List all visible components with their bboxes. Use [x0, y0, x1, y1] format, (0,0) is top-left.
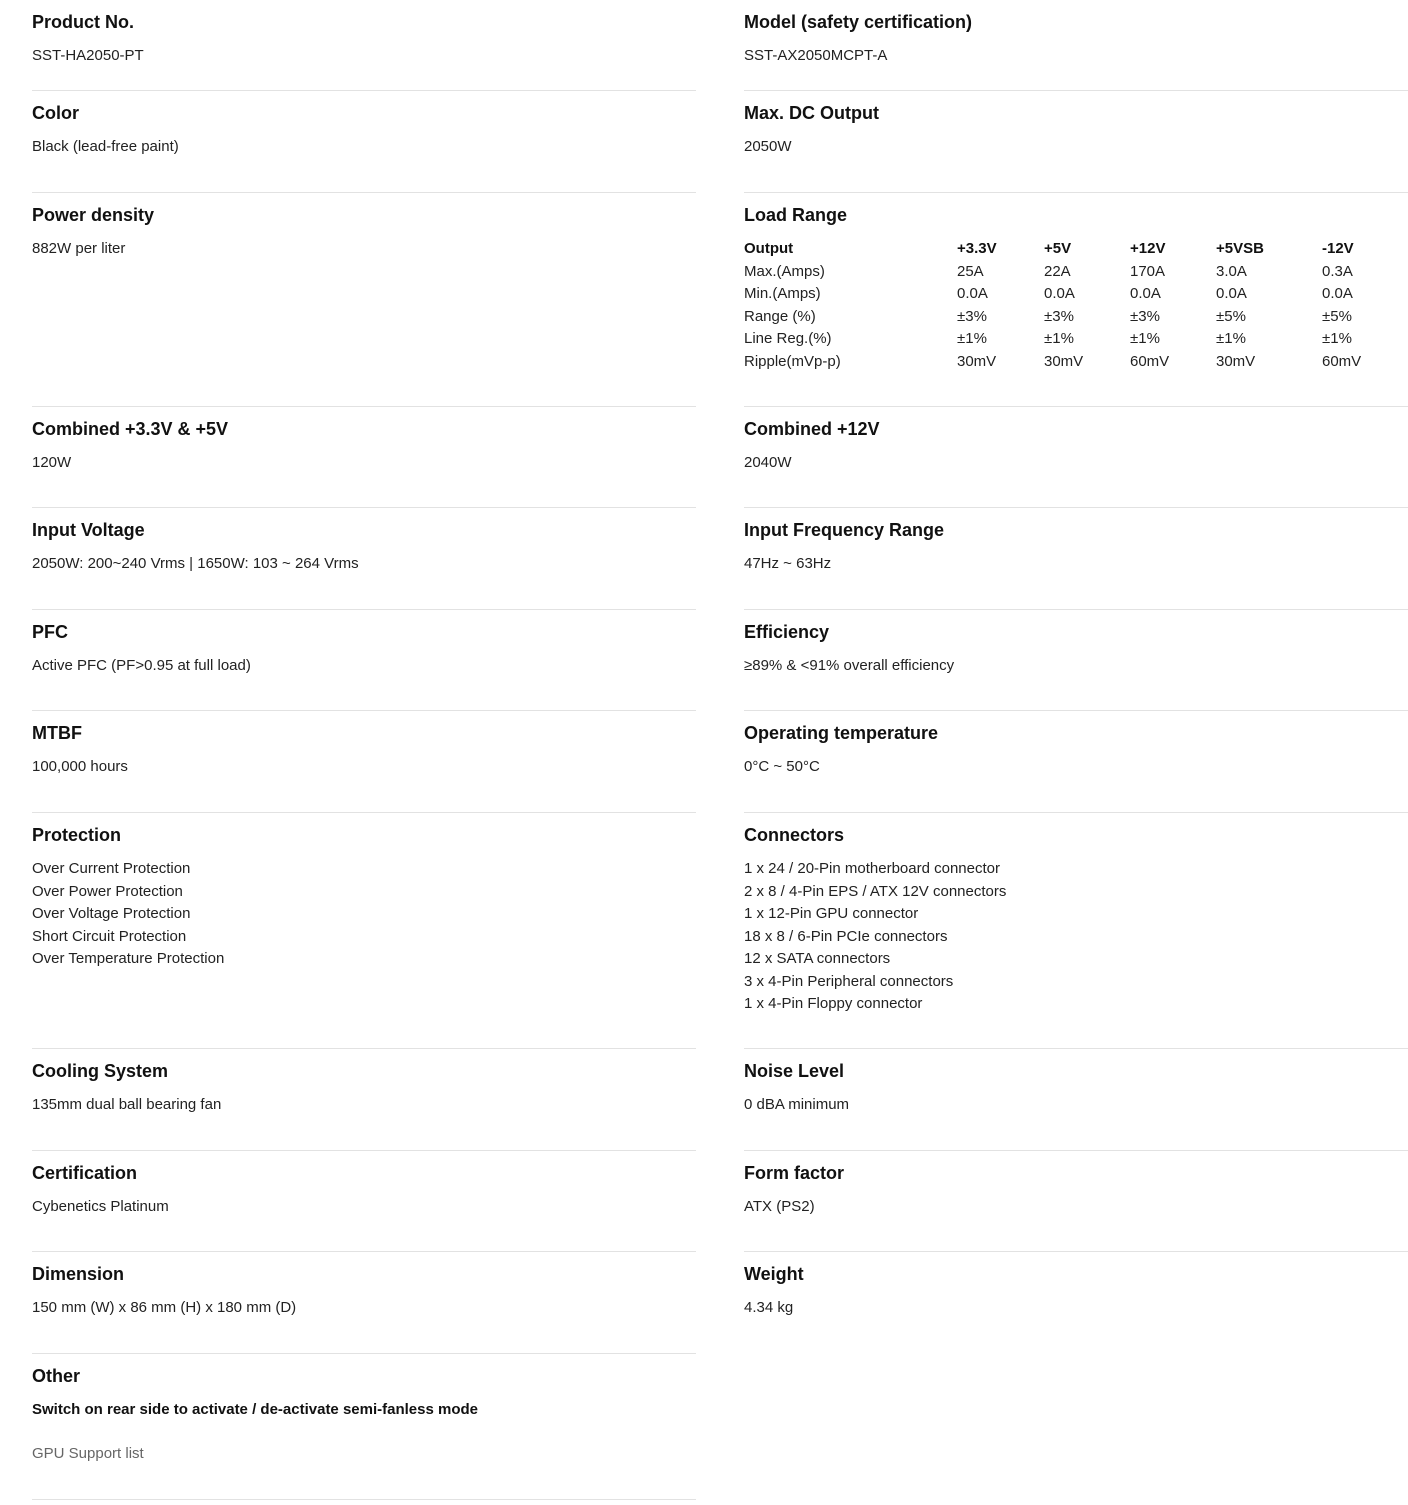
spec-title: Load Range — [744, 205, 848, 225]
spec-title: Operating temperature — [744, 723, 939, 743]
spec-title: PFC — [32, 622, 68, 642]
list-item: 1 x 12-Pin GPU connector — [744, 905, 919, 922]
spec-value: 0 dBA minimum — [744, 1096, 850, 1113]
list-item: 12 x SATA connectors — [744, 950, 891, 967]
table-cell: 0.0A — [1216, 285, 1247, 302]
spec-value: Black (lead-free paint) — [32, 138, 179, 155]
spec-title: Noise Level — [744, 1061, 845, 1081]
spec-title: Input Voltage — [32, 520, 145, 540]
table-cell: ±1% — [1322, 330, 1352, 347]
table-cell: ±3% — [1044, 307, 1074, 325]
table-cell: Max.(Amps) — [744, 262, 825, 280]
spec-value-list — [32, 858, 224, 971]
spec-value: ≥89% & <91% overall efficiency — [744, 657, 955, 674]
spec-title: Efficiency — [744, 622, 830, 642]
table-cell: ±1% — [1044, 330, 1074, 347]
spec-certification — [32, 1151, 696, 1252]
table-cell: 30mV — [1216, 352, 1256, 370]
list-item: 2 x 8 / 4-Pin EPS / ATX 12V connectors — [744, 882, 1007, 900]
spec-combined-12v — [744, 407, 1408, 508]
spec-protection — [32, 813, 696, 1049]
table-row — [744, 261, 1402, 284]
spec-value: 135mm dual ball bearing fan — [32, 1096, 222, 1113]
table-cell: 30mV — [957, 352, 997, 370]
table-row — [744, 351, 1402, 374]
spec-title: Certification — [32, 1163, 138, 1183]
spec-mtbf — [32, 711, 696, 813]
spec-value: 2050W: 200~240 Vrms | 1650W: 103 ~ 264 Vrms — [32, 555, 359, 572]
spec-weight — [744, 1252, 1408, 1353]
spec-model — [744, 0, 1408, 91]
table-header-cell: +5V — [1044, 240, 1072, 257]
list-item: 18 x 8 / 6-Pin PCIe connectors — [744, 927, 948, 945]
table-cell: Min.(Amps) — [744, 285, 821, 302]
table-cell: ±3% — [957, 307, 987, 325]
spec-title: MTBF — [32, 723, 82, 743]
table-cell: ±1% — [1216, 330, 1246, 347]
table-cell: 25A — [957, 262, 984, 280]
spec-load-range — [744, 193, 1408, 407]
spec-value: SST-AX2050MCPT-A — [744, 47, 888, 64]
spec-efficiency — [744, 610, 1408, 711]
gpu-support-list-link[interactable]: GPU Support list — [32, 1445, 144, 1462]
spec-title: Color — [32, 103, 79, 123]
spec-title: Connectors — [744, 825, 845, 845]
list-item: 1 x 24 / 20-Pin motherboard connector — [744, 860, 1000, 877]
spec-noise-level — [744, 1049, 1408, 1151]
table-cell: 30mV — [1044, 352, 1084, 370]
spec-title: Product No. — [32, 12, 134, 32]
spec-value: ATX (PS2) — [744, 1198, 815, 1215]
spec-value: 100,000 hours — [32, 758, 128, 775]
table-header-cell: +3.3V — [957, 240, 997, 257]
list-item: Over Power Protection — [32, 882, 183, 900]
spec-input-voltage — [32, 508, 696, 610]
table-cell: 60mV — [1322, 352, 1362, 370]
list-item: Over Voltage Protection — [32, 905, 191, 922]
table-cell: 0.3A — [1322, 262, 1353, 280]
spec-value: 150 mm (W) x 86 mm (H) x 180 mm (D) — [32, 1299, 297, 1316]
spec-title: Model (safety certification) — [744, 12, 973, 32]
table-header-cell: -12V — [1322, 240, 1354, 257]
spec-title: Combined +12V — [744, 419, 880, 439]
spec-title: Dimension — [32, 1264, 125, 1284]
spec-title: Input Frequency Range — [744, 520, 945, 540]
table-row — [744, 283, 1402, 306]
spec-title: Max. DC Output — [744, 103, 879, 123]
table-cell: 0.0A — [957, 285, 988, 302]
spec-value: 2050W — [744, 138, 792, 155]
table-cell: Range (%) — [744, 307, 816, 325]
spec-value: 882W per liter — [32, 240, 126, 257]
table-cell: ±3% — [1130, 307, 1160, 325]
spec-dimension — [32, 1252, 696, 1354]
table-header-cell: +12V — [1130, 240, 1166, 257]
table-cell: 0.0A — [1130, 285, 1161, 302]
spec-max-dc-output — [744, 91, 1408, 193]
table-cell: 0.0A — [1322, 285, 1353, 302]
spec-value: 120W — [32, 454, 72, 471]
spec-value: 0°C ~ 50°C — [744, 758, 820, 775]
spec-value: 4.34 kg — [744, 1299, 794, 1316]
spec-form-factor — [744, 1151, 1408, 1252]
list-item: 1 x 4-Pin Floppy connector — [744, 995, 923, 1012]
table-cell: 0.0A — [1044, 285, 1075, 302]
table-cell: ±1% — [957, 330, 987, 347]
table-header-cell: +5VSB — [1216, 240, 1264, 257]
spec-color — [32, 91, 696, 193]
table-cell: Ripple(mVp-p) — [744, 352, 841, 370]
load-range-table — [744, 238, 1402, 373]
spec-connectors — [744, 813, 1408, 1049]
table-header-row — [744, 238, 1402, 261]
table-row — [744, 306, 1402, 329]
spec-title: Other — [32, 1366, 81, 1386]
spec-pfc — [32, 610, 696, 711]
table-cell: ±5% — [1322, 307, 1352, 325]
spec-input-frequency — [744, 508, 1408, 610]
spec-title: Form factor — [744, 1163, 845, 1183]
table-cell: 22A — [1044, 262, 1071, 280]
spec-value: Switch on rear side to activate / de-activate semi-fanless mode — [32, 1401, 478, 1418]
spec-title: Protection — [32, 825, 122, 845]
table-cell: 60mV — [1130, 352, 1170, 370]
table-cell: 170A — [1130, 262, 1166, 280]
list-item: Short Circuit Protection — [32, 927, 187, 945]
table-header-cell: Output — [744, 240, 794, 257]
spec-cooling-system — [32, 1049, 696, 1151]
table-cell: ±1% — [1130, 330, 1160, 347]
spec-title: Combined +3.3V & +5V — [32, 419, 229, 439]
spec-value: Cybenetics Platinum — [32, 1198, 169, 1215]
spec-other — [32, 1354, 696, 1500]
table-cell: 3.0A — [1216, 262, 1247, 280]
spec-title: Weight — [744, 1264, 804, 1284]
list-item: Over Temperature Protection — [32, 950, 225, 967]
spec-title: Cooling System — [32, 1061, 169, 1081]
spec-product-no — [32, 0, 696, 91]
spec-value: 47Hz ~ 63Hz — [744, 555, 832, 572]
spec-title: Power density — [32, 205, 155, 225]
spec-operating-temperature — [744, 711, 1408, 813]
spec-value: Active PFC (PF>0.95 at full load) — [32, 657, 251, 674]
list-item: 3 x 4-Pin Peripheral connectors — [744, 972, 954, 990]
spec-combined-3v-5v — [32, 407, 696, 508]
spec-power-density — [32, 193, 696, 407]
spec-value-list — [744, 858, 1006, 1016]
spec-value: 2040W — [744, 454, 792, 471]
table-row — [744, 328, 1402, 351]
list-item: Over Current Protection — [32, 860, 191, 877]
table-cell: ±5% — [1216, 307, 1246, 325]
table-cell: Line Reg.(%) — [744, 330, 832, 347]
spec-value: SST-HA2050-PT — [32, 47, 144, 64]
